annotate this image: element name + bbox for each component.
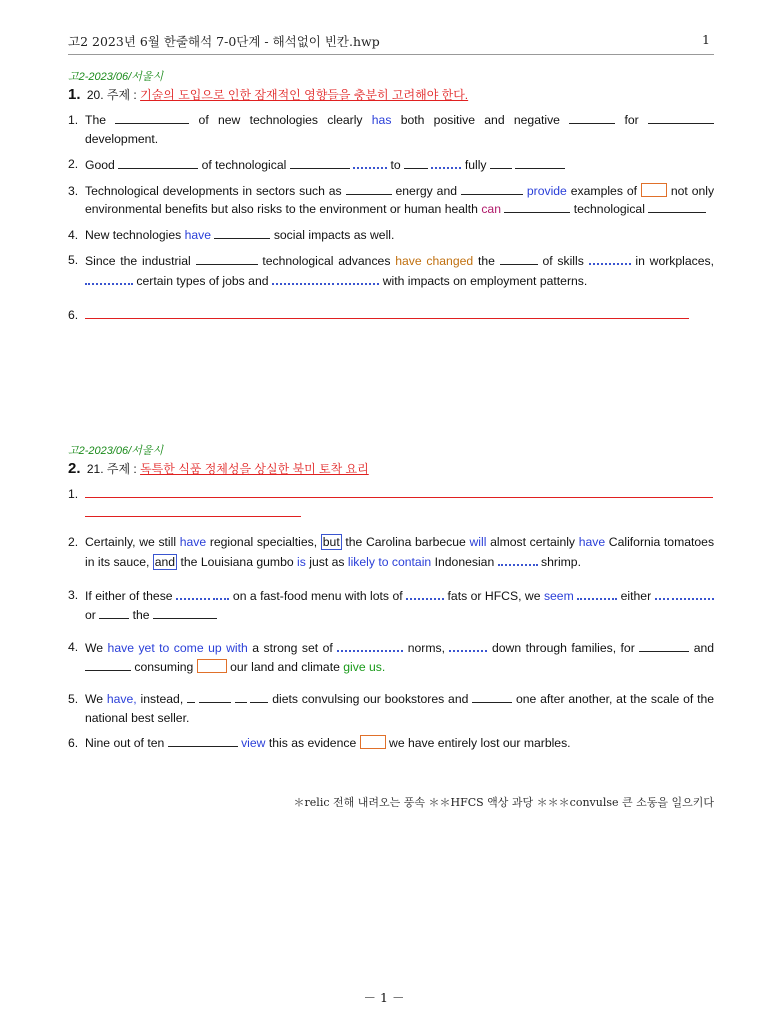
- section-topic: [68, 86, 714, 103]
- text: of skills: [542, 254, 584, 268]
- boxed-word: and: [154, 555, 176, 569]
- text: instead,: [140, 692, 184, 706]
- blank[interactable]: [187, 690, 195, 703]
- sentence-2-2: [68, 532, 714, 572]
- blank[interactable]: [472, 690, 512, 703]
- highlight-word: have changed: [395, 254, 474, 268]
- item-number: 2.: [68, 535, 79, 549]
- blank[interactable]: [461, 182, 523, 195]
- highlight-word: is: [297, 555, 306, 569]
- section-source: 고2-2023/06/서울시: [68, 71, 164, 83]
- text: Good: [85, 158, 115, 172]
- sentence-2-3: [68, 586, 714, 624]
- item-number: 6.: [68, 736, 79, 750]
- text: or: [85, 607, 96, 622]
- item-number: 1.: [68, 487, 79, 501]
- blank[interactable]: [504, 200, 570, 213]
- boxed-word: but: [322, 535, 340, 549]
- section-number: 2.: [68, 460, 81, 477]
- text: diets convulsing our bookstores and: [272, 692, 469, 706]
- wavy-blank[interactable]: [176, 586, 210, 600]
- text: Indonesian: [434, 555, 495, 569]
- text: regional specialties,: [209, 535, 318, 549]
- blank[interactable]: [199, 690, 231, 703]
- wavy-blank[interactable]: [406, 586, 444, 600]
- text: both positive and negative: [400, 113, 560, 127]
- blank[interactable]: [214, 226, 270, 239]
- header-title: 고2 2023년 6월 한줄해석 7-0단계 - 해석없이 빈칸.hwp: [68, 34, 380, 49]
- blank[interactable]: [153, 606, 217, 619]
- text: of technological: [201, 158, 287, 172]
- topic-label: 21. 주제 :: [86, 462, 137, 476]
- text: fats or HFCS, we: [447, 589, 541, 603]
- wavy-blank[interactable]: [337, 638, 403, 652]
- text: and: [693, 641, 715, 655]
- item-number: 3.: [68, 183, 79, 198]
- text: a strong set of: [252, 641, 333, 655]
- wavy-blank[interactable]: [353, 155, 387, 169]
- wavy-blank[interactable]: [672, 586, 714, 600]
- blank[interactable]: [250, 690, 268, 703]
- highlight-word: have: [578, 535, 606, 549]
- blank[interactable]: [235, 690, 247, 703]
- text: to: [390, 158, 401, 172]
- translation-line[interactable]: [85, 504, 301, 517]
- item-number: 4.: [68, 227, 79, 242]
- blank[interactable]: [118, 156, 198, 169]
- blank[interactable]: [115, 111, 189, 124]
- topic-text: 기술의 도입으로 인한 잠재적인 영향들을 충분히 고려해야 한다.: [140, 88, 469, 102]
- highlight-word: give us.: [343, 659, 386, 674]
- section-2: [68, 442, 714, 753]
- section-1: [68, 68, 714, 325]
- text: not only environmental benefits but also risks to the environment or human health: [85, 183, 715, 216]
- section-topic: [68, 460, 714, 477]
- text: New technologies: [85, 227, 182, 242]
- blank[interactable]: [648, 200, 706, 213]
- footnote: ＊relic 전해 내려오는 풍속 ＊＊HFCS 액상 과당 ＊＊＊convulse 큰 소동을 일으키다: [293, 796, 714, 809]
- highlight-word: have,: [106, 692, 137, 706]
- blank[interactable]: [515, 156, 565, 169]
- text: consuming: [134, 659, 194, 674]
- text: either: [620, 589, 652, 603]
- blank[interactable]: [404, 156, 428, 169]
- text: Nine out of ten: [85, 736, 165, 750]
- wavy-blank[interactable]: [272, 271, 334, 285]
- item-number: 5.: [68, 253, 79, 267]
- text: examples of: [570, 183, 637, 198]
- wavy-blank[interactable]: [85, 271, 133, 285]
- text: the: [477, 254, 495, 268]
- text: we have entirely lost our marbles.: [389, 736, 571, 750]
- highlight-word: have yet to come up with: [107, 641, 248, 655]
- sentence-1-6: [68, 306, 714, 325]
- text: Certainly, we still: [85, 535, 177, 549]
- sentence-2-4: [68, 638, 714, 676]
- item-number: 5.: [68, 692, 79, 706]
- blank[interactable]: [99, 606, 129, 619]
- text: We: [85, 692, 104, 706]
- text: the: [132, 607, 150, 622]
- wavy-blank[interactable]: [213, 586, 229, 600]
- text: for: [624, 113, 639, 127]
- header-divider: [68, 54, 714, 55]
- answer-box[interactable]: [641, 183, 667, 197]
- footer-page-number: － 1 －: [363, 990, 405, 1005]
- text: Since the industrial: [85, 254, 191, 268]
- text: norms,: [407, 641, 445, 655]
- highlight-word: have: [179, 535, 207, 549]
- section-source: 고2-2023/06/서울시: [68, 445, 164, 457]
- sentence-2-5: [68, 690, 714, 727]
- text: technological: [573, 202, 645, 216]
- highlight-word: has: [371, 113, 392, 127]
- highlight-word: view: [241, 736, 266, 750]
- blank[interactable]: [196, 252, 258, 265]
- text: We: [85, 641, 104, 655]
- text: in workplaces,: [635, 254, 714, 268]
- answer-box[interactable]: [360, 735, 386, 749]
- wavy-blank[interactable]: [337, 271, 379, 285]
- highlight-word: likely to contain: [347, 555, 432, 569]
- text: the Louisiana gumbo: [180, 555, 294, 569]
- answer-box[interactable]: [197, 659, 227, 673]
- blank[interactable]: [290, 156, 350, 169]
- item-number: 3.: [68, 588, 79, 602]
- highlight-word: provide: [526, 183, 567, 198]
- text: development.: [85, 131, 159, 146]
- blank[interactable]: [168, 734, 238, 747]
- item-number: 4.: [68, 640, 79, 654]
- text: certain types of jobs and: [136, 273, 269, 288]
- text: of new technologies clearly: [198, 113, 363, 127]
- text: on a fast-food menu with lots of: [232, 589, 403, 603]
- blank[interactable]: [85, 658, 131, 671]
- sentence-1-2: [68, 155, 714, 175]
- wavy-blank[interactable]: [577, 586, 617, 600]
- text: fully: [464, 158, 487, 172]
- text: Technological developments in sectors such as: [85, 183, 342, 198]
- sentence-1-1: [68, 111, 714, 148]
- text: social impacts as well.: [273, 227, 395, 242]
- sentence-1-5: [68, 251, 714, 290]
- text: almost certainly: [490, 535, 576, 549]
- blank[interactable]: [648, 111, 714, 124]
- sentence-1-3: [68, 182, 714, 219]
- text: one after another, at the scale of the national best seller.: [85, 692, 715, 725]
- blank[interactable]: [490, 156, 512, 169]
- highlight-word: will: [469, 535, 487, 549]
- sentence-2-6: [68, 734, 714, 753]
- wavy-blank[interactable]: [498, 552, 538, 566]
- text: this as evidence: [268, 736, 357, 750]
- text: with impacts on employment patterns.: [382, 273, 588, 288]
- item-number: 6.: [68, 308, 79, 322]
- text: If either of these: [85, 589, 173, 603]
- item-number: 1.: [68, 113, 79, 127]
- text: technological advances: [262, 254, 391, 268]
- text: shrimp.: [541, 555, 581, 569]
- wavy-blank[interactable]: [449, 638, 487, 652]
- text: down through families, for: [491, 641, 635, 655]
- section-number: 1.: [68, 86, 81, 103]
- text: energy and: [395, 183, 458, 198]
- text: California tomatoes in its sauce,: [85, 535, 715, 569]
- wavy-blank[interactable]: [655, 586, 669, 600]
- blank[interactable]: [500, 252, 538, 265]
- wavy-blank[interactable]: [431, 155, 461, 169]
- wavy-blank[interactable]: [589, 251, 631, 265]
- page-header: [68, 32, 710, 50]
- topic-text: 독특한 식품 정체성을 상실한 북미 토착 요리: [140, 462, 369, 476]
- sentence-2-1: [68, 485, 714, 522]
- highlight-word: can: [481, 202, 501, 216]
- translation-line[interactable]: [85, 485, 713, 498]
- item-number: 2.: [68, 157, 79, 171]
- sentence-1-4: [68, 226, 714, 245]
- blank[interactable]: [639, 639, 689, 652]
- blank[interactable]: [346, 182, 392, 195]
- text: our land and climate: [230, 659, 340, 674]
- text: The: [85, 113, 107, 127]
- text: just as: [309, 555, 345, 569]
- highlight-word: seem: [543, 589, 574, 603]
- header-page-number: 1: [702, 32, 710, 47]
- text: the Carolina barbecue: [345, 535, 466, 549]
- highlight-word: have: [184, 227, 212, 242]
- translation-line[interactable]: [85, 306, 689, 319]
- topic-label: 20. 주제 :: [86, 88, 137, 102]
- blank[interactable]: [569, 111, 615, 124]
